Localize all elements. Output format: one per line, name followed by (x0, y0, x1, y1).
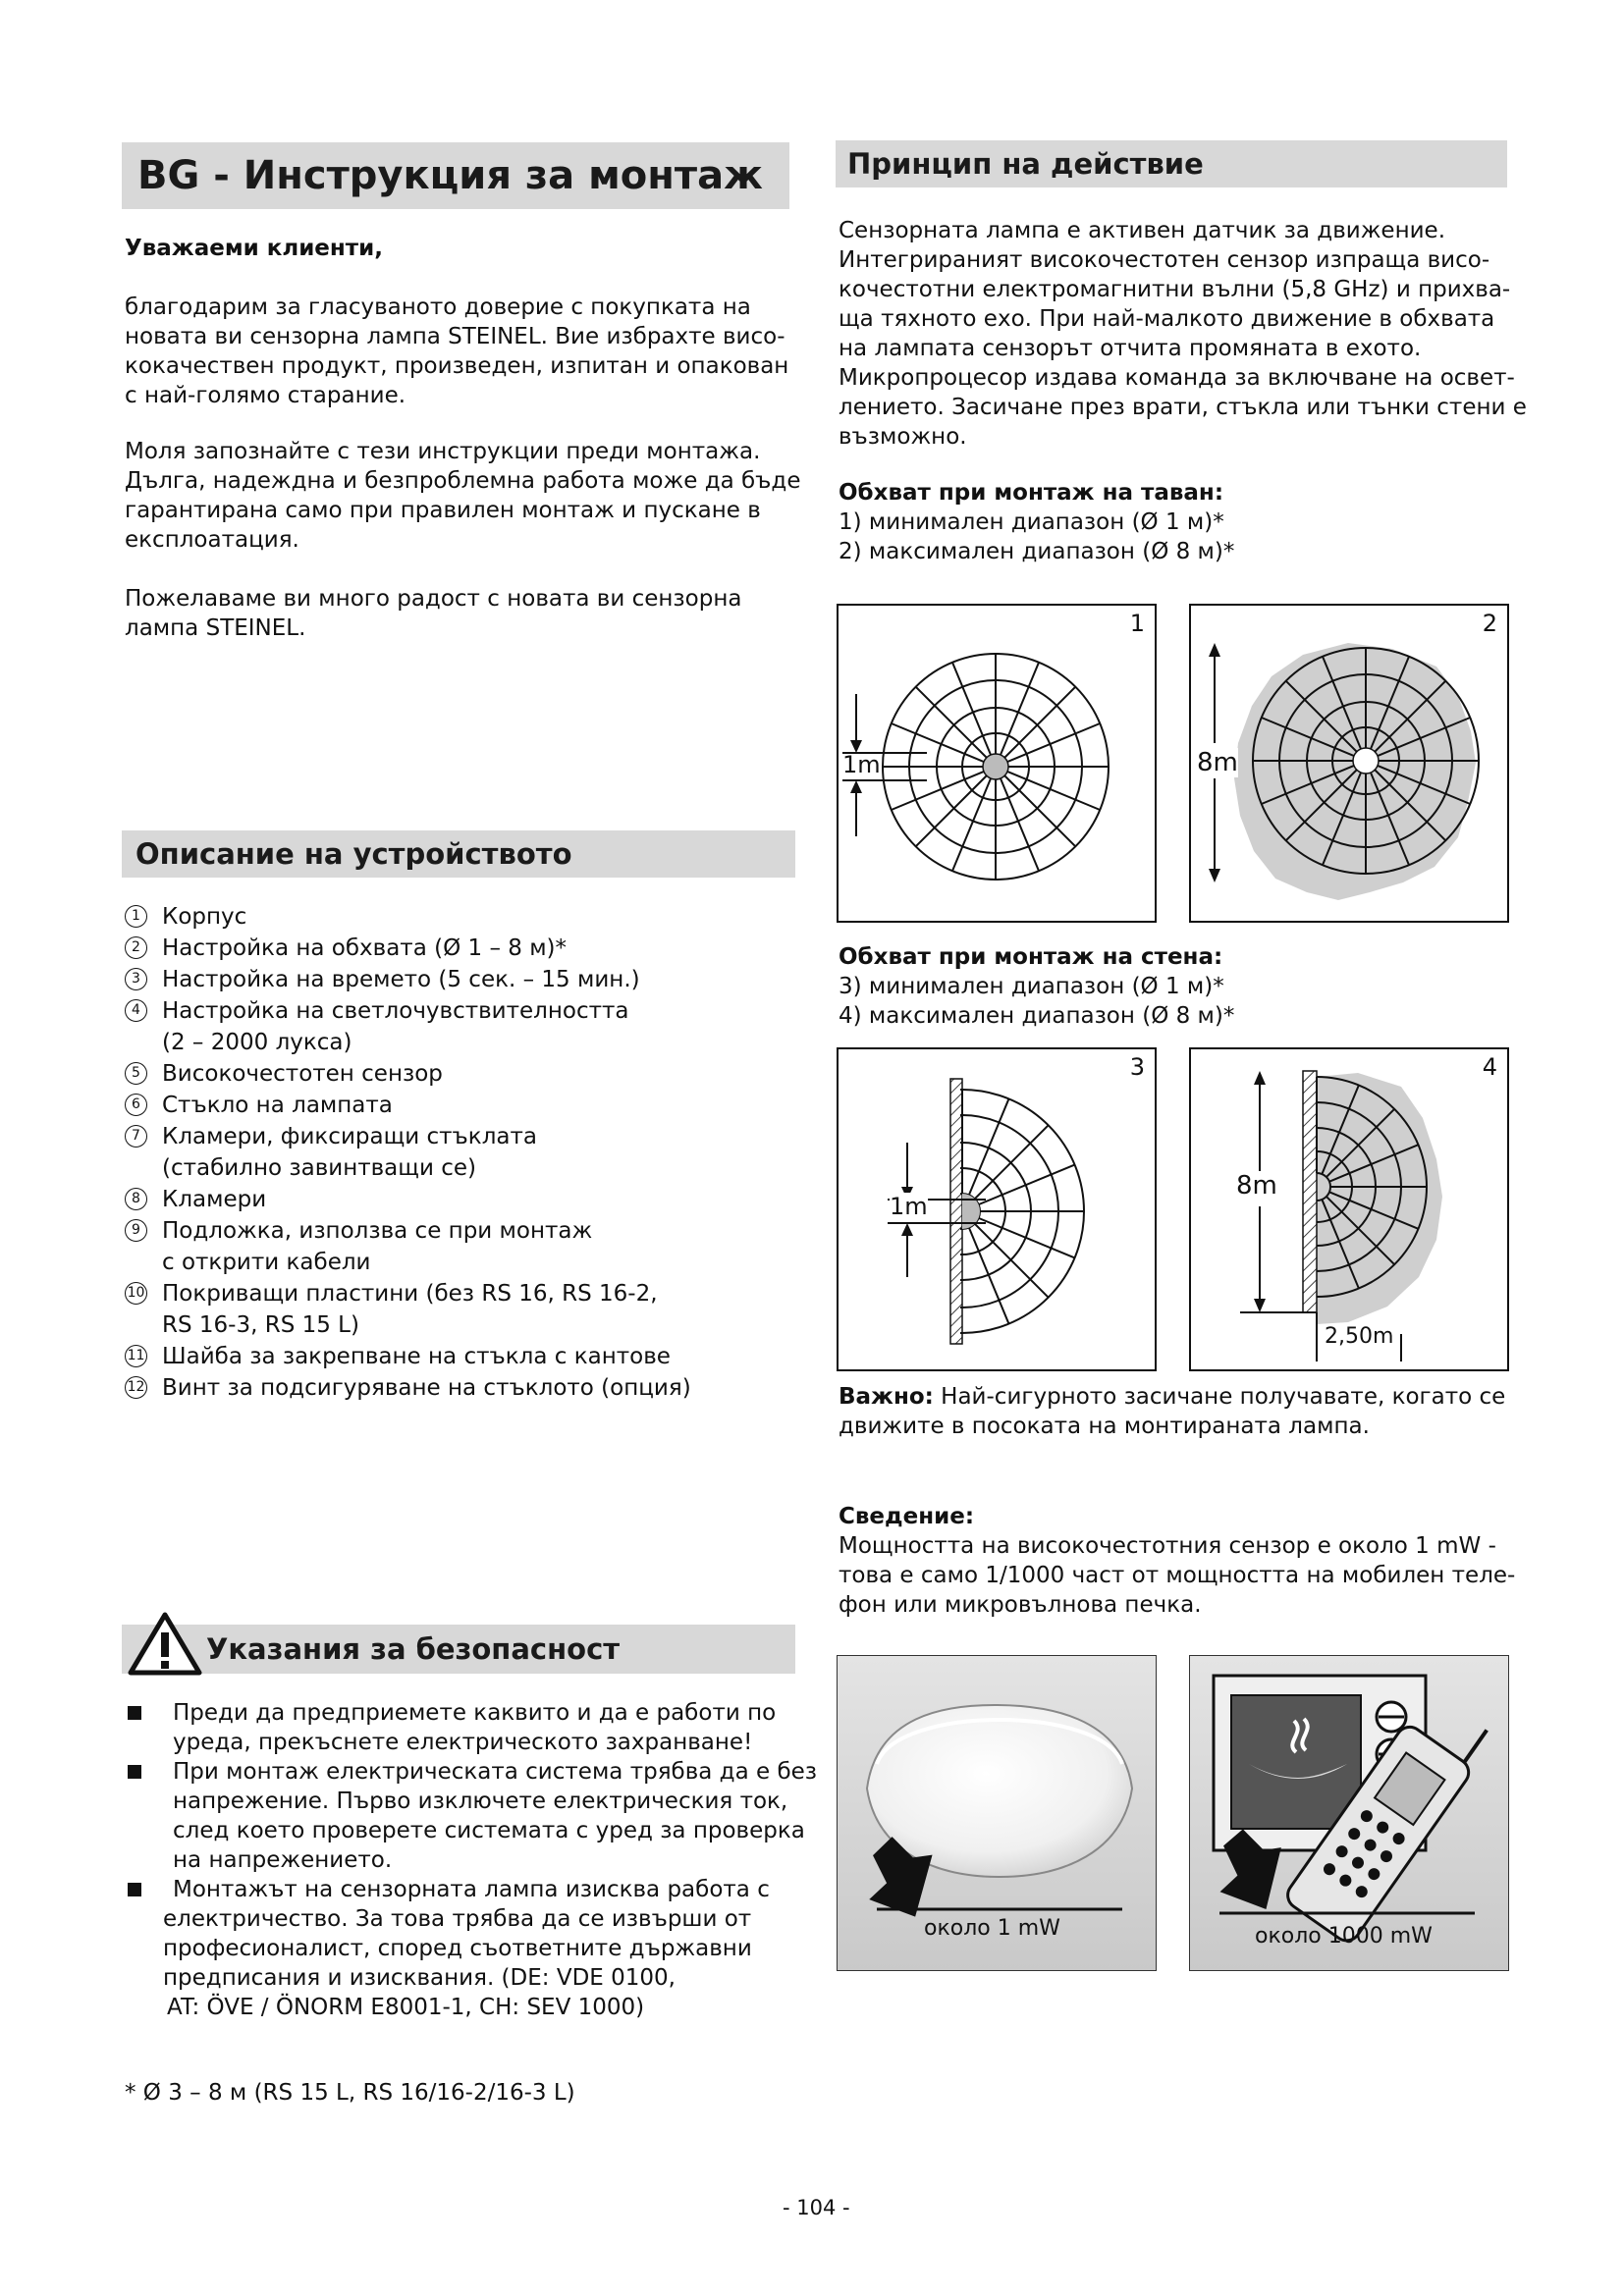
page-title: BG - Инструкция за монтаж (122, 142, 789, 209)
list-item: 9 Подложка, използва се при монтаж (125, 1215, 691, 1247)
intro-paragraph-2: Моля запознайте с тези инструкции преди монтажа. Дълга, надеждна и безпроблемна работа може да бъде гарантирана само при правилен монтаж и пускане в експлоатация. (125, 439, 801, 553)
list-item: 8 Кламери (125, 1184, 691, 1215)
list-item: 5 Високочестотен сензор (125, 1058, 691, 1090)
warning-triangle-icon (128, 1611, 202, 1676)
ceiling-range-text: Обхват при монтаж на таван: 1) минимален диапазон (Ø 1 м)* 2) максимален диапазон (Ø 8 м)* (839, 480, 1235, 564)
wall-min-range-diagram: 3 1m (837, 1047, 1157, 1371)
info-text: Сведение: Мощността на високочестотния сензор е около 1 mW - това е само 1/1000 част от мощността на мобилен теле- фон или микровълнова печка. (839, 1504, 1516, 1618)
principle-text: Сензорната лампа е активен датчик за движение. Интегрираният високочестотен сензор изпраща висо- кочестотни електромагнитни вълни (5,8 GHz) и прихва- ща тяхното ехо. При най-малкото движение в обхвата на лампата сензорът отчита промяната в ехото. Микропроцесор издава команда за включване на освет- лението. Засичане през врати, стъкла или тънки стени е възможно. (839, 218, 1527, 450)
intro-paragraph-1: благодарим за гласуваното доверие с покупката на новата ви сензорна лампа STEINEL. Вие избрахте висо- кокачествен продукт, произведен, изпитан и опакован с най-голямо старание. (125, 294, 789, 408)
list-item-cont: RS 16-3, RS 15 L) (162, 1312, 359, 1338)
list-item: 2 Настройка на обхвата (Ø 1 – 8 м)* (125, 933, 691, 964)
list-item: Преди да предприемете каквито и да е работи по уреда, прекъснете електрическото захранване! (128, 1698, 795, 1757)
list-item: 10 Покриващи пластини (без RS 16, RS 16-2, (125, 1278, 691, 1309)
safety-section-heading: Указания за безопасност (122, 1625, 795, 1674)
principle-section-heading: Принцип на действие (836, 140, 1507, 187)
list-item-cont: (стабилно завинтващи се) (162, 1155, 476, 1181)
list-item: 4 Настройка на светлочувствителността (125, 995, 691, 1027)
list-item: 3 Настройка на времето (5 сек. – 15 мин.) (125, 964, 691, 995)
ceiling-min-range-diagram: 1 1m (837, 604, 1157, 923)
safety-list (128, 1698, 818, 2022)
wall-range-text: Обхват при монтаж на стена: 3) минимален диапазон (Ø 1 м)* 4) максимален диапазон (Ø 8 м)* (839, 944, 1235, 1029)
wall-max-range-diagram: 4 8m 2,50m (1189, 1047, 1509, 1371)
list-item: Монтажът на сензорната лампа изисква работа с електричество. За това трябва да се извърши от професионалист, според съответните държавни предписания и изисквания. (DE: VDE 0100, AT: ÖVE / ÖNORM E8001-1, CH: SEV 1000) (128, 1875, 795, 2022)
sensor-lamp-photo: около 1 mW (837, 1655, 1157, 1971)
intro-paragraph-3: Пожелаваме ви много радост с новата ви сензорна лампа STEINEL. (125, 586, 742, 641)
list-item: 1 Корпус (125, 901, 691, 933)
page-number: - 104 - (783, 2196, 850, 2219)
greeting: Уважаеми клиенти, (125, 236, 383, 261)
list-item-cont: с открити кабели (162, 1250, 371, 1275)
footnote: * Ø 3 – 8 м (RS 15 L, RS 16/16-2/16-3 L) (125, 2080, 575, 2106)
device-parts-list (125, 901, 691, 1404)
list-item-cont: (2 – 2000 лукса) (162, 1030, 352, 1055)
device-section-heading: Описание на устройството (122, 830, 795, 878)
important-note: Важно: Най-сигурното засичане получавате, когато се движите в посоката на монтираната лампа. (839, 1384, 1506, 1439)
list-item: 11 Шайба за закрепване на стъкла с кантове (125, 1341, 691, 1372)
list-item: 7 Кламери, фиксиращи стъклата (125, 1121, 691, 1152)
list-item: 12 Винт за подсигуряване на стъклото (опция) (125, 1372, 691, 1404)
microwave-phone-photo: около 1000 mW (1189, 1655, 1509, 1971)
list-item: При монтаж електрическата система трябва да е без напрежение. Първо изключете електрическия ток, след което проверете системата с уред за проверка на напрежението. (128, 1757, 795, 1875)
ceiling-max-range-diagram: 2 8m (1189, 604, 1509, 923)
list-item: 6 Стъкло на лампата (125, 1090, 691, 1121)
